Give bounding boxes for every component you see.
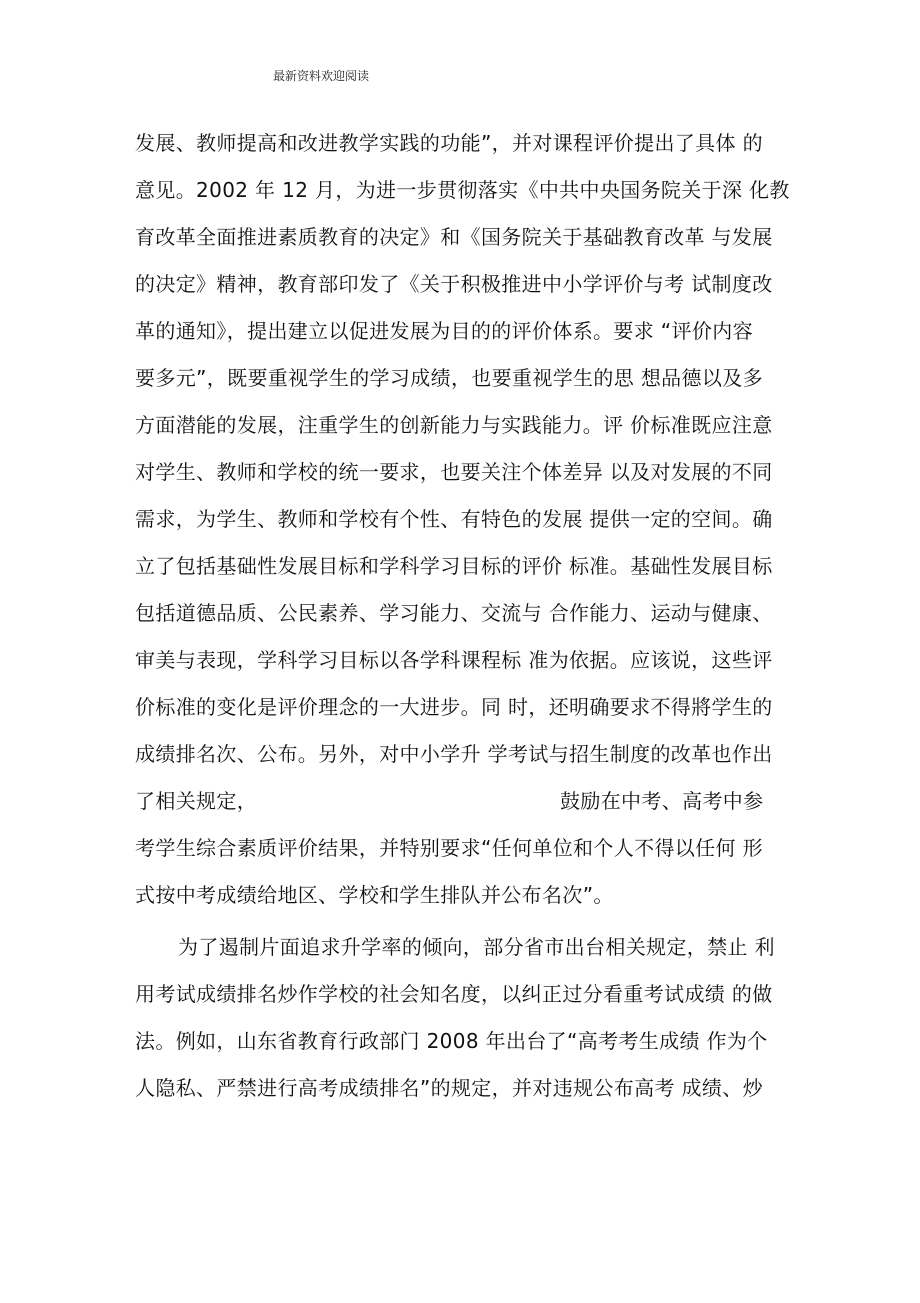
- text-line: 价标准的变化是评价理念的一大进步。同 时，还明确要求不得將学生的: [135, 695, 773, 719]
- text-line: 需求，为学生、教师和学校有个性、有特色的发展 提供一定的空间。确: [135, 507, 773, 531]
- text-line-split-left: 了相关规定，: [135, 789, 258, 813]
- page-header-note: 最新资料欢迎阅读: [273, 69, 370, 83]
- text-line: 要多元”，既要重视学生的学习成绩，也要重视学生的思 想品德以及多: [135, 366, 763, 390]
- text-line: 育改革全面推进素质教育的决定》和《国务院关于基础教育改革 与发展: [135, 225, 773, 249]
- text-line: 包括道德品质、公民素养、学习能力、交流与 合作能力、运动与健康、: [135, 601, 773, 625]
- text-line: 成绩排名次、公布。另外，对中小学升 学考试与招生制度的改革也作出: [135, 742, 773, 766]
- text-line: 对学生、教师和学校的统一要求，也要关注个体差异 以及对发展的不同: [135, 460, 773, 484]
- text-line: 立了包括基础性发展目标和学科学习目标的评价 标准。基础性发展目标: [135, 554, 773, 578]
- text-line: 意见。2002 年 12 月，为进一步贯彻落实《中共中央国务院关于深 化教: [135, 178, 790, 202]
- text-line: 的决定》精神，教育部印发了《关于积极推进中小学评价与考 试制度改: [135, 272, 773, 296]
- text-line-split-right: 鼓励在中考、高考中参: [560, 789, 764, 813]
- text-line: 方面潜能的发展，注重学生的创新能力与实践能力。评 价标准既应注意: [135, 413, 773, 437]
- text-line: 法。例如，山东省教育行政部门 2008 年出台了“高考考生成绩 作为个: [135, 1029, 768, 1053]
- text-line: 人隐私、严禁进行高考成绩排名”的规定，并对违规公布高考 成绩、炒: [135, 1076, 763, 1100]
- text-line: 革的通知》，提出建立以促进发展为目的的评价体系。要求 “评价内容: [135, 319, 753, 343]
- text-line: 审美与表现，学科学习目标以各学科课程标 准为依据。应该说，这些评: [135, 648, 773, 672]
- text-line: 式按中考成绩给地区、学校和学生排队并公布名次”。: [135, 883, 614, 907]
- paragraph-first-line: 为了遏制片面追求升学率的倾向，部分省市出台相关规定，禁止 利: [178, 935, 775, 959]
- text-line: 发展、教师提高和改进教学实践的功能”，并对课程评价提出了具体 的: [135, 131, 763, 155]
- text-line: 考学生综合素质评价结果，并特别要求“任何单位和个人不得以任何 形: [135, 836, 763, 860]
- text-line: 用考试成绩排名炒作学校的社会知名度，以纠正过分看重考试成绩 的做: [135, 982, 773, 1006]
